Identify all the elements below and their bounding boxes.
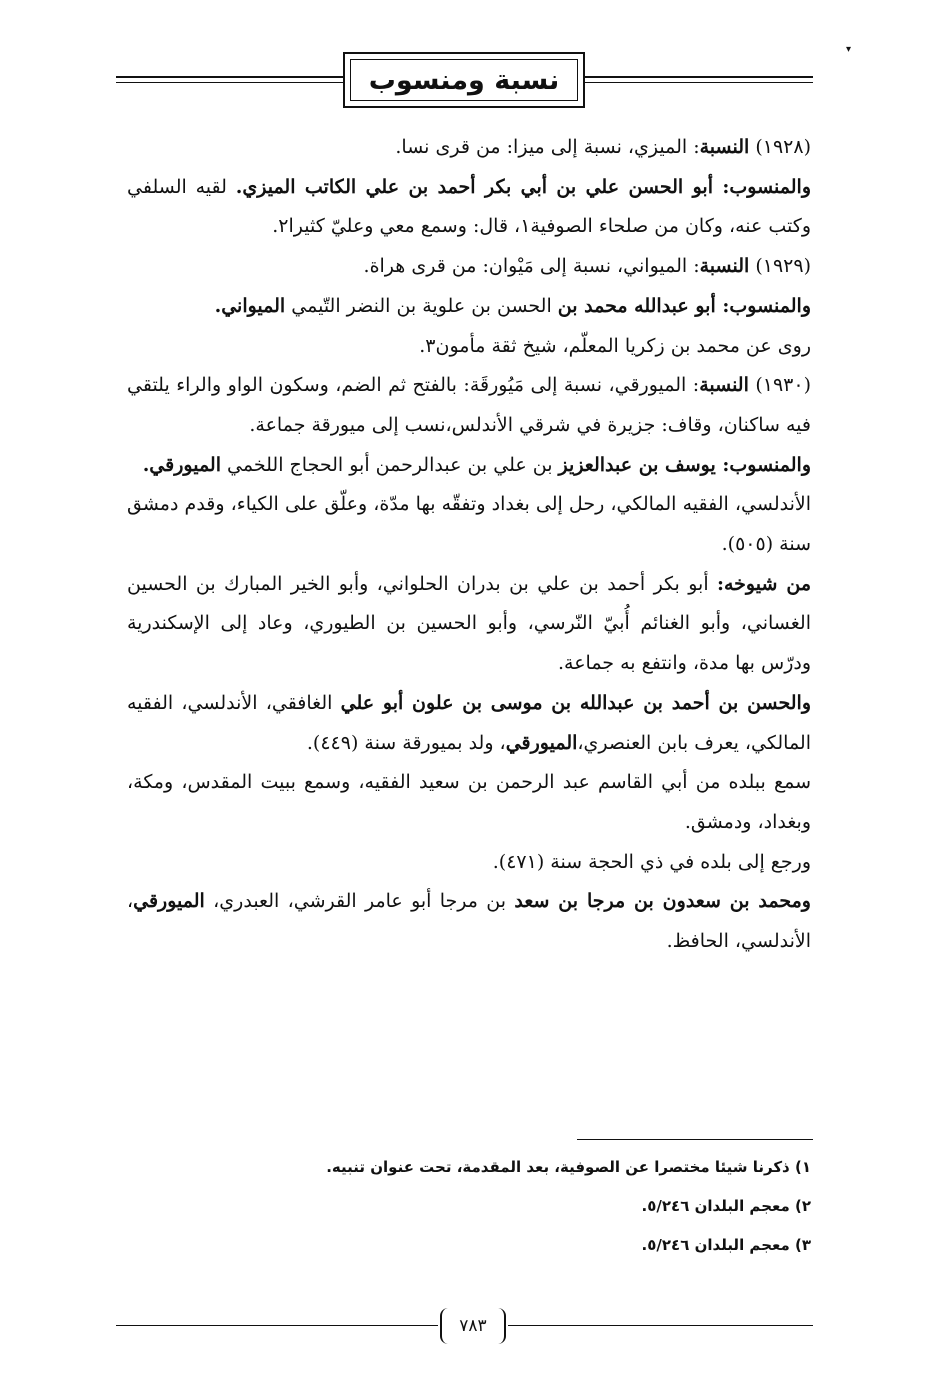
paragraph: ورجع إلى بلده في ذي الحجة سنة (٤٧١).: [492, 850, 811, 873]
footnotes: [127, 1148, 811, 1265]
footer-rule-right: [508, 1325, 813, 1326]
header-rule-left-bottom: [116, 82, 343, 83]
bracket-left: [440, 1308, 452, 1344]
footer-rule-left: [116, 1325, 438, 1326]
paragraph: والمنسوب: أبو عبدالله محمد بن الحسن بن علوية بن النضر التّيمي الميواني.: [214, 294, 811, 317]
header-rule-left-top: [116, 76, 343, 78]
footnote-divider: [577, 1139, 813, 1140]
paragraph: الأندلسي، الفقيه المالكي، رحل إلى بغداد وتفقّه بها مدّة، وعلّق على الكياء، وقدم دمشق سنة (٥٠٥).: [127, 493, 811, 556]
paragraph: من شيوخه: أبو بكر أحمد بن علي بن بدران الحلواني، وأبو الخير المبارك بن الحسين الغساني، وأبو الغنائم أُبيّ النّرسي، وأبو الحسين بن الطيوري، وعاد إلى الإسكندرية ودرّس بها مدة، وانتفع به جماعة.: [127, 572, 811, 675]
corner-mark: ▾: [846, 44, 852, 55]
footnote: ١) ذكرنا شيئا مختصرا عن الصوفية، بعد المقدمة، تحت عنوان تنبيه.: [326, 1158, 811, 1176]
footnote: ٢) معجم البلدان ٥/٢٤٦.: [641, 1197, 811, 1215]
paragraph: (١٩٢٩) النسبة: الميواني، نسبة إلى مَيْوان: من قرى هراة.: [363, 255, 811, 278]
paragraph: (١٩٢٨) النسبة: الميزي، نسبة إلى ميزا: من قرى نسا.: [395, 136, 811, 158]
header-rule-right-top: [585, 76, 813, 78]
bracket-right: [494, 1308, 506, 1344]
paragraph: والحسن بن أحمد بن عبدالله بن موسى بن علون أبو علي الغافقي، الأندلسي، الفقيه المالكي، يعرف بابن العنصري،الميورقي، ولد بميورقة سنة (٤٤٩).: [127, 691, 811, 754]
paragraph: سمع ببلده من أبي القاسم عبد الرحمن بن سعيد الفقيه، وسمع ببيت المقدس، ومكة، وبغداد، ودمشق.: [127, 771, 811, 833]
header-title-box: [343, 52, 585, 108]
paragraph: روى عن محمد بن زكريا المعلّم، شيخ ثقة مأمون٣.: [419, 334, 811, 357]
page-number: ٧٨٣: [459, 1316, 487, 1336]
page-title: نسبة ومنسوب: [350, 59, 578, 101]
paragraph: ومحمد بن سعدون بن مرجا بن سعد بن مرجا أبو عامر القرشي، العبدري، الميورقي، الأندلسي، الحافظ.: [127, 890, 811, 953]
paragraph: والمنسوب: أبو الحسن علي بن أبي بكر أحمد بن علي الكاتب الميزي. لقيه السلفي وكتب عنه، وكان من صلحاء الصوفية١، قال: وسمع معي وعليّ كثيرا٢.: [127, 175, 811, 238]
footnote: ٣) معجم البلدان ٥/٢٤٦.: [641, 1236, 811, 1254]
page-number-box: [440, 1308, 506, 1344]
main-text: [127, 128, 811, 962]
header-rule-right-bottom: [585, 82, 813, 83]
paragraph: والمنسوب: يوسف بن عبدالعزيز بن علي بن عبدالرحمن أبو الحجاج اللخمي الميورقي.: [142, 453, 811, 476]
paragraph: (١٩٣٠) النسبة: الميورقي، نسبة إلى مَيُورقَة: بالفتح ثم الضم، وسكون الواو والراء يلتقي فيه ساكنان، وقاف: جزيرة في شرقي الأندلس،نسب إلى ميورقة جماعة.: [127, 374, 812, 436]
